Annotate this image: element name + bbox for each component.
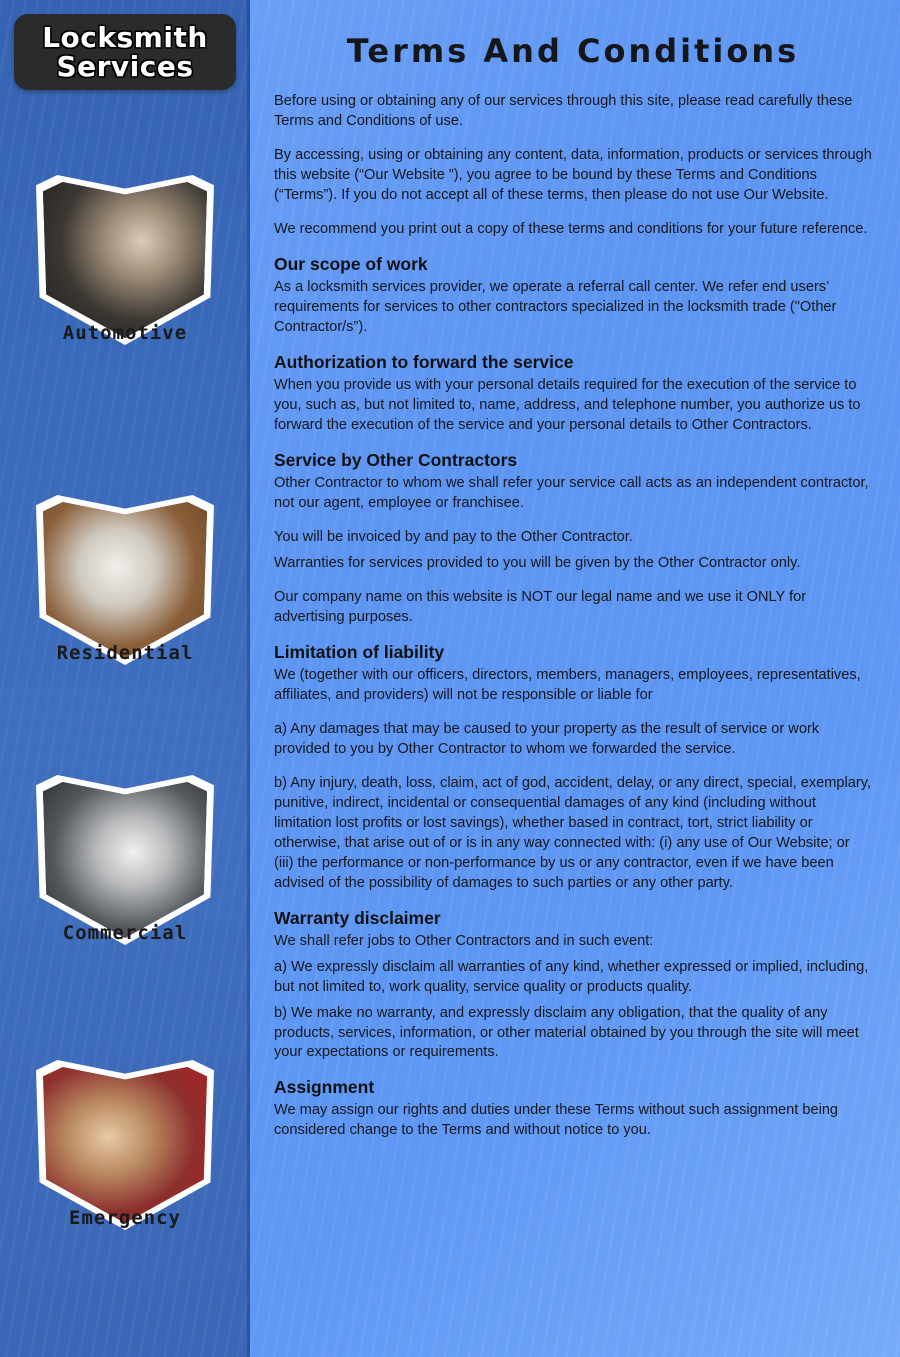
body-paragraph: We may assign our rights and duties under these Terms without such assignment being considered change to the Terms and without notice to you.: [274, 1102, 839, 1139]
service-badge-residential[interactable]: [12, 495, 238, 670]
body-paragraph: Warranties for services provided to you will be given by the Other Contractor only.: [274, 554, 801, 571]
body-paragraph: Other Contractor to whom we shall refer your service call acts as an independent contractor, not our agent, employee or franchisee.: [274, 474, 869, 511]
body-paragraph: b) Any injury, death, loss, claim, act of god, accident, delay, or any direct, special, exemplary, punitive, indirect, incidental or consequential damages of any kind (including without limitation lost profits or lost savings), whether based in contract, tort, strict liability or otherwise, that arise out of or is in any way connected with: (i) any use of Our Website; or (iii) the performance or non-performance by us or any contractor, even if we have been advised of the possibility of damages to such parties or any other party.: [274, 774, 872, 891]
section-heading: Limitation of liability: [274, 641, 445, 662]
body-paragraph: a) We expressly disclaim all warranties of any kind, whether expressed or implied, including, but not limited to, work quality, service quality or products quality.: [274, 958, 869, 995]
body-paragraph: a) Any damages that may be caused to your property as the result of service or work provided to you by Other Contractor to whom we forwarded the service.: [274, 720, 820, 757]
terms-body: [274, 92, 872, 1141]
body-paragraph: When you provide us with your personal details required for the execution of the service to you, such as, but not limited to, name, address, and telephone number, you authorize us to forward the execution of the service and your personal details to Other Contractors.: [274, 376, 861, 433]
shield-emergency: [36, 1060, 214, 1230]
body-paragraph: Our company name on this website is NOT our legal name and we use it ONLY for advertising purposes.: [274, 588, 807, 625]
body-paragraph: We recommend you print out a copy of these terms and conditions for your future reference.: [274, 220, 868, 237]
page-title: Terms And Conditions: [346, 32, 800, 70]
service-badge-emergency[interactable]: [12, 1060, 238, 1235]
sidebar: [0, 0, 250, 1357]
logo-line-2: Services: [56, 50, 194, 83]
body-paragraph: As a locksmith services provider, we operate a referral call center. We refer end users’ requirements for services to other contractors specialized in the locksmith trade ("Other Contractor/s”).: [274, 278, 837, 335]
site-logo: [14, 14, 236, 90]
body-paragraph: Before using or obtaining any of our services through this site, please read carefully these Terms and Conditions of use.: [274, 93, 853, 129]
section-heading: Service by Other Contractors: [274, 449, 518, 470]
section-heading: Authorization to forward the service: [274, 351, 574, 372]
house-key-photo: [43, 502, 207, 658]
shield-automotive: [36, 175, 214, 345]
service-badge-label: Residential: [56, 642, 194, 664]
section-heading: Warranty disclaimer: [274, 907, 441, 928]
service-badge-commercial[interactable]: [12, 775, 238, 950]
body-paragraph: We (together with our officers, directors, members, managers, employees, representatives, affiliates, and providers) will not be responsible or liable for: [274, 666, 861, 703]
service-badge-label: Automotive: [62, 322, 188, 344]
logo-line-1: Locksmith: [42, 20, 208, 54]
shield-residential: [36, 495, 214, 665]
keypad-lock-photo: [43, 782, 207, 938]
terms-content: [250, 0, 900, 1357]
body-paragraph: By accessing, using or obtaining any content, data, information, products or services through this website (“Our Website ”), you agree to be bound by these Terms and Conditions (“Terms”). If you do not accept all of these terms, then please do not use Our Website.: [274, 146, 872, 203]
body-paragraph: b) We make no warranty, and expressly disclaim any obligation, that the quality of any products, services, information, or other material obtained by you through the site will meet your expectations or requirements.: [274, 1004, 859, 1061]
body-paragraph: We shall refer jobs to Other Contractors and in such event:: [274, 932, 654, 949]
service-badge-automotive[interactable]: [12, 175, 238, 350]
car-key-photo: [43, 182, 207, 338]
body-paragraph: You will be invoiced by and pay to the Other Contractor.: [274, 528, 633, 545]
service-badge-label: Commercial: [62, 922, 188, 944]
hand-key-photo: [43, 1067, 207, 1223]
section-heading: Our scope of work: [274, 253, 428, 274]
service-badge-label: Emergency: [69, 1207, 181, 1229]
section-heading: Assignment: [274, 1077, 375, 1098]
shield-commercial: [36, 775, 214, 945]
